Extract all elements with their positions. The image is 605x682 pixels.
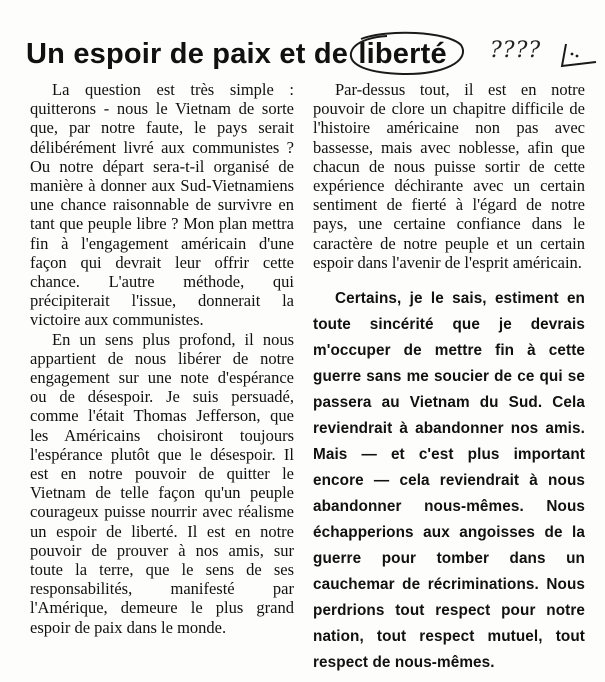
hand-drawn-circle xyxy=(347,31,467,77)
paragraph: En un sens plus profond, il nous appartient de nous libérer de notre engagement sur une note d'espérance ou de désespoir. Je suis persuadé, comme l'était Thomas Jefferson, que les Américains choisiront toujours l'espérance plutôt que le désespoir. Il est en notre pouvoir de quitter le Vietnam de telle façon qu'un peuple courageux puisse nourrir avec réalisme un espoir de liberté. Il est en notre pouvoir de prouver à nos amis, sur toute la terre, que le sens de ses responsabilités, manifesté par l'Amérique, demeure le plus grand espoir de paix dans le monde. xyxy=(30,329,294,637)
headline xyxy=(26,36,449,72)
headline-text: Un espoir de paix et de xyxy=(26,38,349,70)
circled-word xyxy=(356,36,448,72)
handwritten-annotation: ???? xyxy=(490,38,542,63)
right-column xyxy=(313,80,585,676)
headline-circled-text: liberté xyxy=(358,38,447,70)
left-column xyxy=(30,80,294,637)
paragraph: Par-dessus tout, il est en notre pouvoir de clore un chapitre difficile de l'histoire américaine non pas avec bassesse, mais avec noblesse, afin que chacun de nous puisse sortir de cette expérience déchirante avec un certain sentiment de fierté à l'égard de notre pays, une certaine confiance dans le caractère de notre peuple et un certain espoir dans l'avenir de l'esprit américain. xyxy=(313,80,585,272)
paragraph: La question est très simple : quitterons - nous le Vietnam de sorte que, par notre faute, le pays serait délibérément livré aux communistes ? Ou notre départ sera-t-il organisé de manière à donner aux Sud-Vietnamiens une chance raisonnable de survivre en tant que peuple libre ? Mon plan mettra fin à l'engagement américain d'une façon qui devrait leur offrir cette chance. L'autre méthode, qui précipiterait l'issue, donnerait la victoire aux communistes. xyxy=(30,80,294,330)
bold-paragraph: Certains, je le sais, estiment en toute sincérité que je devrais m'occuper de mettre fin à cette guerre sans me soucier de ce qui se passera au Vietnam du Sud. Cela reviendrait à abandonner nos amis. Mais — et c'est plus important encore — cela reviendrait à nous abandonner nous-mêmes. Nous échapperions aux angoisses de la guerre pour tomber dans un cauchemar de récriminations. Nous perdrions tout respect pour notre nation, tout respect mutuel, tout respect de nous-mêmes. xyxy=(313,290,585,672)
handwritten-mark xyxy=(560,40,600,70)
